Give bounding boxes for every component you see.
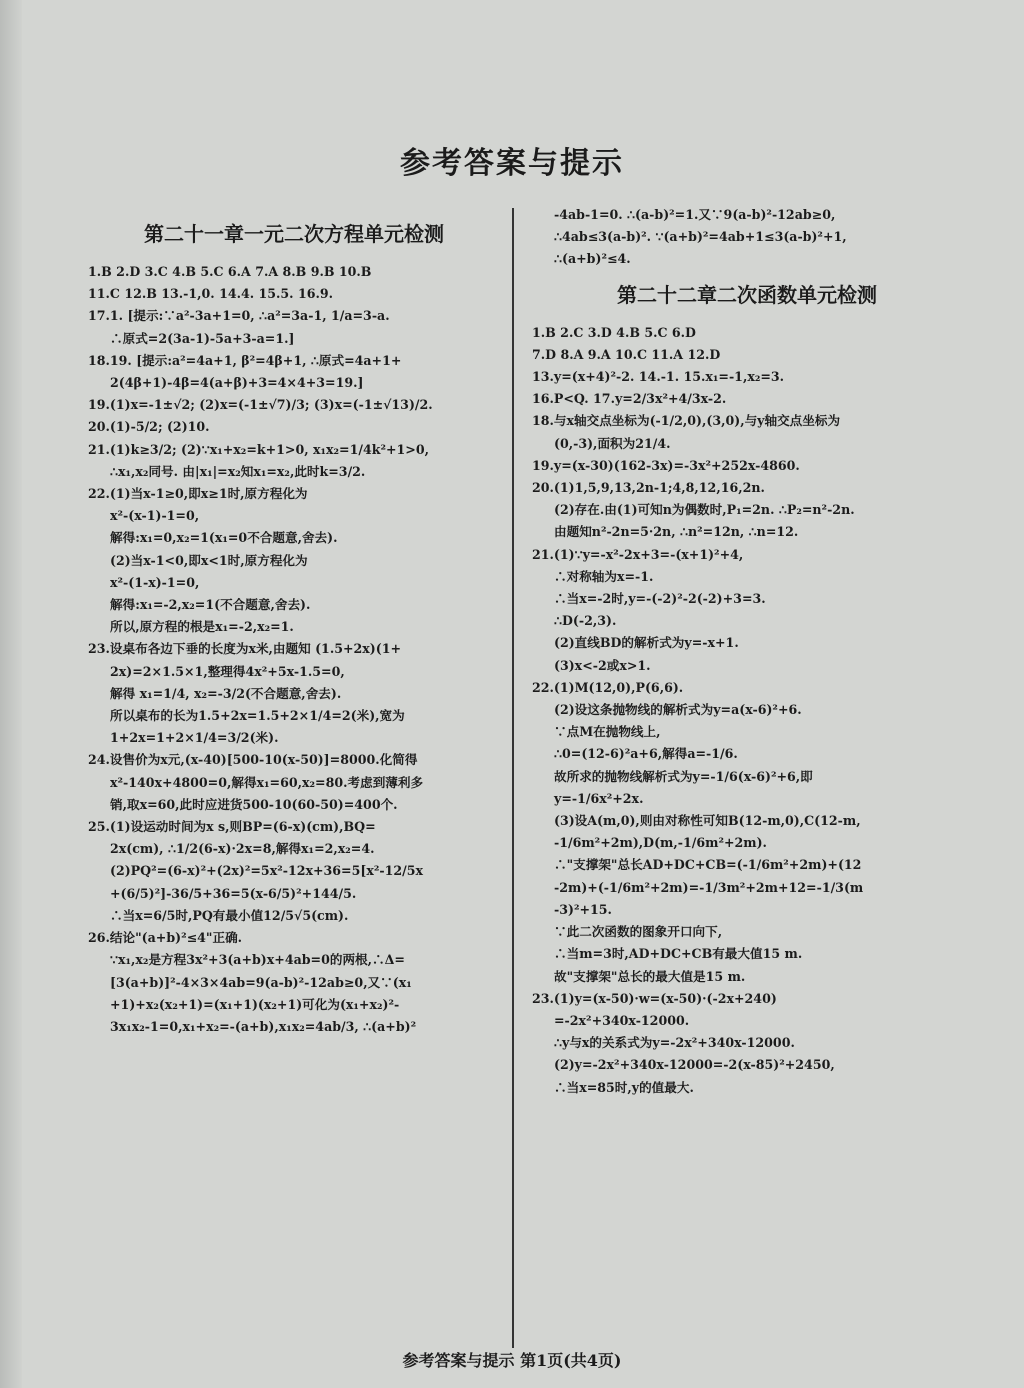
answer-line: 1+2x=1+2×1/4=3/2(米). [110, 730, 279, 746]
answer-line: 3x₁x₂-1=0,x₁+x₂=-(a+b),x₁x₂=4ab/3, ∴(a+b)² [110, 1018, 417, 1034]
answer-line: -3)²+15. [554, 901, 612, 917]
answer-line: 解得:x₁=0,x₂=1(x₁=0不合题意,舍去). [110, 530, 338, 546]
answer-line: 25.(1)设运动时间为x s,则BP=(6-x)(cm),BQ= [88, 819, 376, 835]
answer-line: 11.C 12.B 13.-1,0. 14.4. 15.5. 16.9. [88, 286, 334, 302]
answer-line: 18.19. [提示:a²=4a+1, β²=4β+1, ∴原式=4a+1+ [88, 352, 402, 368]
answer-line: ∵此二次函数的图象开口向下, [554, 924, 723, 940]
answer-line: 所以,原方程的根是x₁=-2,x₂=1. [110, 619, 294, 635]
answer-line: (3)设A(m,0),则由对称性可知B(12-m,0),C(12-m, [554, 813, 861, 829]
answer-line: 20.(1)1,5,9,13,2n-1;4,8,12,16,2n. [532, 480, 765, 496]
answer-line: (2)PQ²=(6-x)²+(2x)²=5x²-12x+36=5[x²-12/5x [110, 863, 423, 879]
answer-line: 16.P<Q. 17.y=2/3x²+4/3x-2. [532, 391, 727, 407]
answer-line: +(6/5)²]-36/5+36=5(x-6/5)²+144/5. [110, 885, 357, 901]
answer-line: 由题知n²-2n=5·2n, ∴n²=12n, ∴n=12. [554, 524, 799, 540]
answer-line: 20.(1)-5/2; (2)10. [88, 419, 210, 435]
answer-line: ∴当m=3时,AD+DC+CB有最大值15 m. [554, 946, 803, 962]
page-footer: 参考答案与提示 第1页(共4页) [402, 1351, 622, 1370]
answer-line: -1/6m²+2m),D(m,-1/6m²+2m). [554, 835, 767, 851]
answer-line: ∴"支撑架"总长AD+DC+CB=(-1/6m²+2m)+(12 [554, 857, 862, 873]
page-title: 参考答案与提示 [400, 146, 624, 181]
answer-line: (2)直线BD的解析式为y=-x+1. [554, 635, 739, 651]
answer-line: 24.设售价为x元,(x-40)[500-10(x-50)]=8000.化简得 [88, 752, 418, 768]
answer-line: ∴当x=85时,y的值最大. [554, 1079, 694, 1095]
answer-line: ∴原式=2(3a-1)-5a+3-a=1.] [110, 330, 295, 346]
answer-line: [3(a+b)]²-4×3×4ab=9(a-b)²-12ab≥0,又∵(x₁ [110, 974, 412, 990]
answer-line: ∵点M在抛物线上, [554, 724, 661, 740]
chapter-22-answers [532, 322, 962, 1099]
answer-line: 解得 x₁=1/4, x₂=-3/2(不合题意,舍去). [110, 685, 342, 701]
answer-line: (2)y=-2x²+340x-12000=-2(x-85)²+2450, [554, 1057, 835, 1073]
answer-line: 7.D 8.A 9.A 10.C 11.A 12.D [532, 346, 721, 362]
answer-line: ∴x₁,x₂同号. 由|x₁|=x₂知x₁=x₂,此时k=3/2. [110, 463, 366, 479]
answer-line: 销,取x=60,此时应进货500-10(60-50)=400个. [110, 796, 398, 812]
question-26-continuation [532, 204, 962, 271]
answer-line: 故所求的抛物线解析式为y=-1/6(x-6)²+6,即 [554, 768, 813, 784]
answer-line: ∴y与x的关系式为y=-2x²+340x-12000. [554, 1035, 795, 1051]
answer-line: (2)设这条抛物线的解析式为y=a(x-6)²+6. [554, 702, 802, 718]
answer-line: 1.B 2.C 3.D 4.B 5.C 6.D [532, 324, 696, 340]
answer-line: 21.(1)∵y=-x²-2x+3=-(x+1)²+4, [532, 546, 744, 562]
answer-line: (2)存在.由(1)可知n为偶数时,P₁=2n. ∴P₂=n²-2n. [554, 502, 855, 518]
answer-line: x²-140x+4800=0,解得x₁=60,x₂=80.考虑到薄利多 [110, 774, 424, 790]
answer-line: 所以桌布的长为1.5+2x=1.5+2×1/4=2(米),宽为 [110, 708, 405, 724]
answer-line: 22.(1)M(12,0),P(6,6). [532, 679, 684, 695]
answer-line: -2m)+(-1/6m²+2m)=-1/3m²+2m+12=-1/3(m [554, 879, 864, 895]
answer-line: 21.(1)k≥3/2; (2)∵x₁+x₂=k+1>0, x₁x₂=1/4k²+1>0, [88, 441, 429, 457]
answer-line: 解得:x₁=-2,x₂=1(不合题意,舍去). [110, 597, 311, 613]
answer-line: y=-1/6x²+2x. [554, 790, 644, 806]
right-column [532, 204, 962, 1099]
answer-line: 2(4β+1)-4β=4(a+β)+3=4×4+3=19.] [110, 375, 364, 391]
answer-line: 2x(cm), ∴1/2(6-x)·2x=8,解得x₁=2,x₂=4. [110, 841, 375, 857]
answer-line: 18.与x轴交点坐标为(-1/2,0),(3,0),与y轴交点坐标为 [532, 413, 841, 429]
chapter-21-answers [88, 261, 500, 1038]
answer-line: 19.y=(x-30)(162-3x)=-3x²+252x-4860. [532, 457, 800, 473]
answer-line: (3)x<-2或x>1. [554, 657, 651, 673]
answer-line: 故"支撑架"总长的最大值是15 m. [554, 968, 746, 984]
chapter-22-heading: 第二十二章二次函数单元检测 [617, 282, 877, 307]
answer-line: (2)当x-1<0,即x<1时,原方程化为 [110, 552, 308, 568]
answer-line: ∴当x=-2时,y=-(-2)²-2(-2)+3=3. [554, 591, 766, 607]
answer-line: =-2x²+340x-12000. [554, 1012, 690, 1028]
answer-line: 23.(1)y=(x-50)·w=(x-50)·(-2x+240) [532, 990, 777, 1006]
answer-line: 1.B 2.D 3.C 4.B 5.C 6.A 7.A 8.B 9.B 10.B [88, 264, 372, 279]
answer-line: ∵x₁,x₂是方程3x²+3(a+b)x+4ab=0的两根,∴Δ= [110, 952, 405, 968]
answer-line: (0,-3),面积为21/4. [554, 435, 671, 451]
answer-line: ∴对称轴为x=-1. [554, 568, 654, 584]
answer-line: x²-(1-x)-1=0, [110, 574, 200, 590]
answer-line: 22.(1)当x-1≥0,即x≥1时,原方程化为 [88, 486, 308, 502]
answer-line: ∴当x=6/5时,PQ有最小值12/5√5(cm). [110, 907, 349, 923]
answer-line: ∴D(-2,3). [554, 613, 617, 629]
answer-line: 23.设桌布各边下垂的长度为x米,由题知 (1.5+2x)(1+ [88, 641, 402, 657]
answer-line: 13.y=(x+4)²-2. 14.-1. 15.x₁=-1,x₂=3. [532, 369, 785, 385]
answer-line: ∴(a+b)²≤4. [554, 251, 631, 267]
stacked-page-edge [0, 0, 22, 1388]
answer-line: +1)+x₂(x₂+1)=(x₁+1)(x₂+1)可化为(x₁+x₂)²- [110, 996, 400, 1012]
answer-line: ∴0=(12-6)²a+6,解得a=-1/6. [554, 746, 738, 762]
answer-line: 26.结论"(a+b)²≤4"正确. [88, 930, 243, 946]
chapter-21-heading: 第二十一章一元二次方程单元检测 [144, 222, 444, 246]
answer-line: 19.(1)x=-1±√2; (2)x=(-1±√7)/3; (3)x=(-1±√13)/2. [88, 397, 433, 413]
answer-line: -4ab-1=0. ∴(a-b)²=1.又∵9(a-b)²-12ab≥0, [554, 207, 836, 222]
column-divider [512, 208, 514, 1348]
left-column [88, 214, 500, 1038]
answer-line: 2x)=2×1.5×1,整理得4x²+5x-1.5=0, [110, 663, 345, 679]
answer-line: 17.1. [提示:∵a²-3a+1=0, ∴a²=3a-1, 1/a=3-a. [88, 308, 390, 324]
answer-line: ∴4ab≤3(a-b)². ∵(a+b)²=4ab+1≤3(a-b)²+1, [554, 229, 847, 245]
answer-line: x²-(x-1)-1=0, [110, 508, 200, 524]
